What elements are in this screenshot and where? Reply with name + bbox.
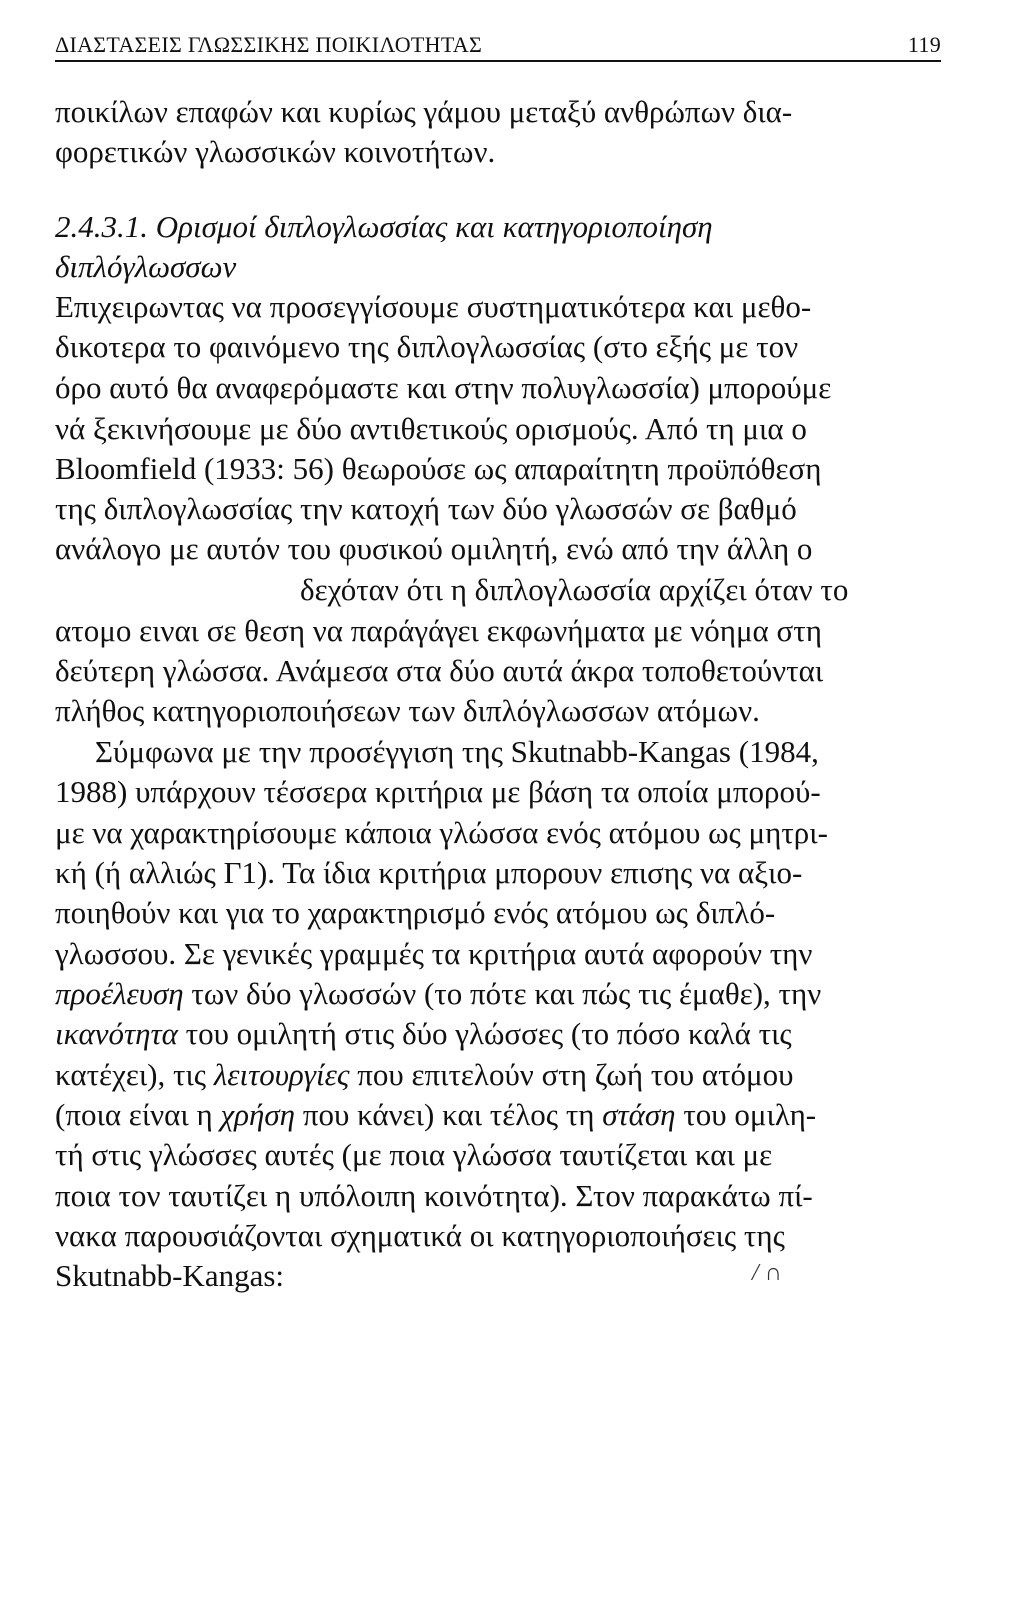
running-header (55, 30, 941, 62)
text-line: της διπλογλωσσίας την κατοχή των δύο γλωσσών σε βαθμό (55, 491, 797, 526)
text-line: δεχόταν ότι η διπλογλωσσία αρχίζει όταν το (300, 572, 849, 607)
text-line: Σύμφωνα με την προσέγγιση της Skutnabb-Kangas (1984, (95, 734, 819, 769)
text-line: τή στις γλώσσες αυτές (με ποια γλώσσα ταυτίζεται και με (55, 1137, 773, 1172)
text-segment: του ομιλη- (675, 1097, 817, 1132)
text-line: 1988) υπάρχουν τέσσερα κριτήρια με βάση τα οποία μπορού- (55, 774, 821, 809)
text-line: Bloomfield (1933: 56) θεωρούσε ως απαραίτητη προϋπόθεση (55, 451, 822, 486)
term-functions: λειτουργίες (213, 1057, 350, 1092)
text-line: κή (ή αλλιώς Γ1). Τα ίδια κριτήρια μπορουν επισης να αξιο- (55, 855, 803, 890)
text-segment: (ποια είναι η (55, 1097, 221, 1132)
text-line: Skutnabb-Kangas: (55, 1258, 285, 1293)
text-line: με να χαρακτηρίσουμε κάποια γλώσσα ενός ατόμου ως μητρι- (55, 815, 828, 850)
text-line: νακα παρουσιάζονται σχηματικά οι κατηγοριοποιήσεις της (55, 1218, 785, 1253)
text-line: γλωσσου. Σε γενικές γραμμές τα κριτήρια αυτά αφορούν την (55, 936, 813, 971)
section-heading-continuation: διπλόγλωσσων (55, 249, 237, 284)
text-segment: που κάνει) και τέλος τη (295, 1097, 603, 1132)
text-line: φορετικών γλωσσικών κοινοτήτων. (55, 134, 496, 169)
text-line: ποια τον ταυτίζει η υπόλοιπη κοινότητα). Στον παρακάτω πί- (55, 1178, 813, 1213)
text-line: ανάλογο με αυτόν του φυσικού ομιλητή, ενώ από την άλλη ο (55, 531, 813, 566)
text-line (55, 1055, 794, 1095)
text-line: δικοτερα το φαινόμενο της διπλογλωσσίας (στο εξής με τον (55, 329, 799, 364)
text-line (55, 1014, 792, 1054)
text-line: ποιηθούν και για το χαρακτηρισμό ενός ατόμου ως διπλό- (55, 895, 776, 930)
text-line: Επιχειρωντας να προσεγγίσουμε συστηματικότερα και μεθο- (55, 289, 812, 324)
section-heading: 2.4.3.1. Ορισμοί διπλογλωσσίας και κατηγοριοποίηση (55, 209, 713, 244)
text-line: δεύτερη γλώσσα. Ανάμεσα στα δύο αυτά άκρα τοποθετούνται (55, 653, 824, 688)
text-segment: που επιτελούν στη ζωή του ατόμου (349, 1057, 794, 1092)
running-header-title: ΔΙΑΣΤΑΣΕΙΣ ΓΛΩΣΣΙΚΗΣ ΠΟΙΚΙΛΟΤΗΤΑΣ (55, 32, 483, 57)
margin-mark: / ∩ (752, 1260, 782, 1286)
term-origin: προέλευση (55, 976, 184, 1011)
page-number: 119 (907, 32, 941, 57)
text-line: ποικίλων επαφών και κυρίως γάμου μεταξύ ανθρώπων δια- (55, 94, 793, 129)
text-line: ατομο ειναι σε θεση να παράγάγει εκφωνήματα με νόημα στη (55, 613, 822, 648)
text-line: πλήθος κατηγοριοποιήσεων των διπλόγλωσσων ατόμων. (55, 693, 760, 728)
text-segment: του ομιλητή στις δύο γλώσσες (το πόσο καλά τις (177, 1016, 792, 1051)
term-competence: ικανότητα (55, 1016, 178, 1051)
text-segment: των δύο γλωσσών (το πότε και πώς τις έμαθε), την (183, 976, 822, 1011)
text-line: όρο αυτό θα αναφερόμαστε και στην πολυγλωσσία) μπορούμε (55, 370, 832, 405)
term-use: χρήση (220, 1097, 296, 1132)
text-line: νά ξεκινήσουμε με δύο αντιθετικούς ορισμούς. Από τη μια ο (55, 411, 807, 446)
text-line (55, 1095, 816, 1135)
text-segment: κατέχει), τις (55, 1057, 214, 1092)
text-line (55, 974, 821, 1014)
term-attitude: στάση (602, 1097, 676, 1132)
